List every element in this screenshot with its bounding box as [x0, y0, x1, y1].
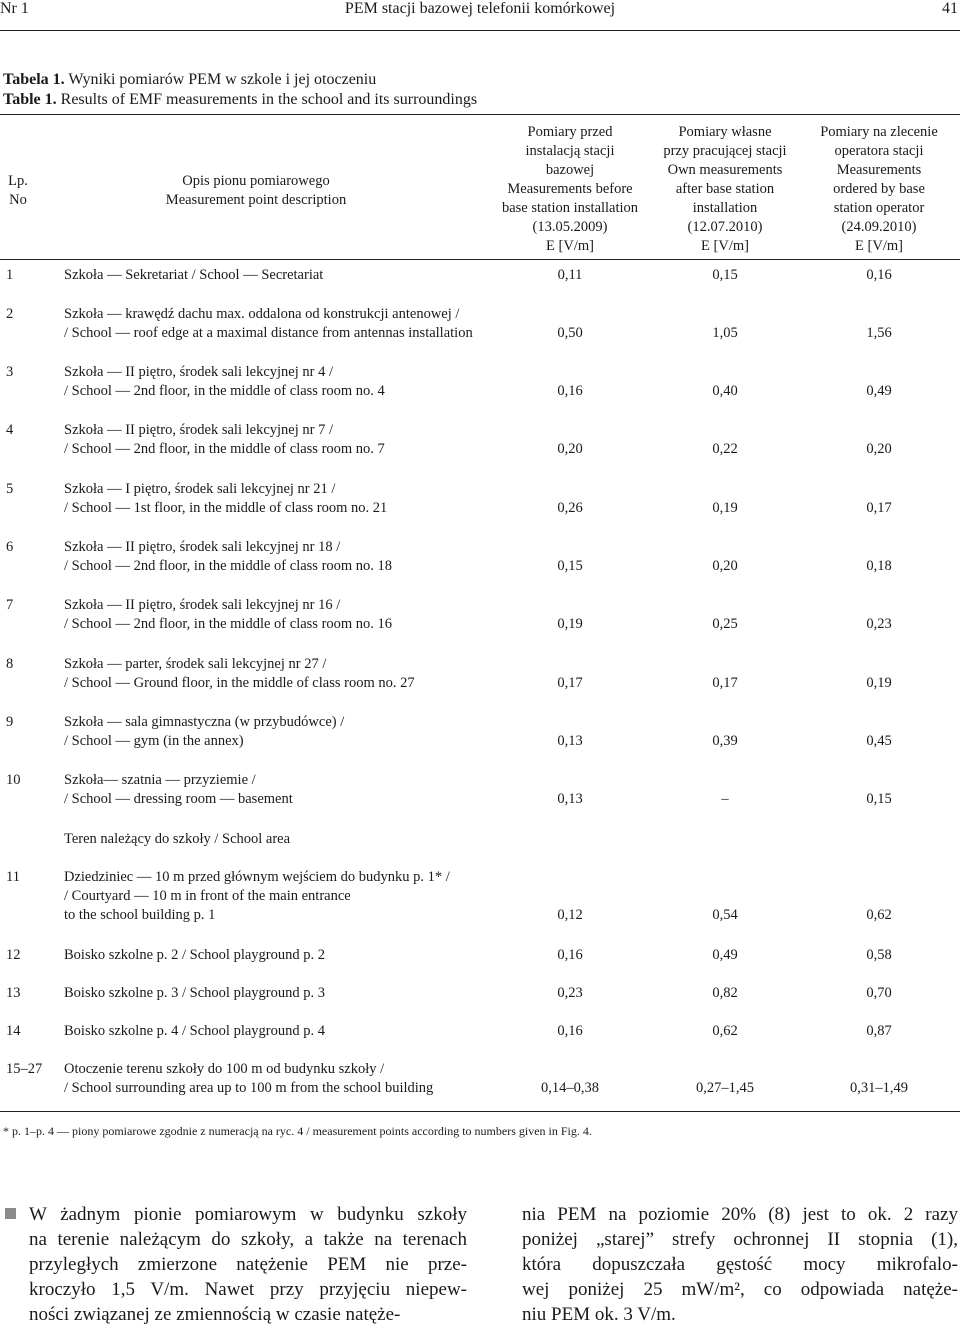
- row-value-2: 0,19: [712, 500, 738, 516]
- description-line: Boisko szkolne p. 3 / School playground p. 3: [64, 985, 325, 1001]
- description-line: Szkoła — II piętro, środek sali lekcyjnej nr 18 /: [64, 539, 341, 555]
- row-description: [64, 830, 534, 849]
- body-text-line: nia PEM na poziomie 20% (8) jest to ok. 2 razy: [522, 1204, 958, 1225]
- row-description: [64, 305, 534, 343]
- row-description: [64, 538, 534, 576]
- row-number: 7: [6, 597, 14, 613]
- row-value-2: 0,62: [712, 1023, 738, 1039]
- column-header-line: installation: [692, 200, 758, 216]
- row-value-1: 0,16: [557, 1023, 583, 1039]
- row-number: 8: [6, 656, 14, 672]
- square-bullet-icon: [5, 1208, 16, 1219]
- body-text-line: kroczyło 1,5 V/m. Nawet przy przyjęciu niepew-: [29, 1279, 467, 1300]
- column-header-line: bazowej: [545, 162, 595, 178]
- row-value-2: 0,17: [712, 675, 738, 691]
- running-title: PEM stacji bazowej telefonii komórkowej: [344, 0, 616, 17]
- row-value-3: 0,62: [866, 907, 892, 923]
- journal-issue: Nr 1: [0, 0, 29, 17]
- column-header-line: Measurements before: [507, 181, 633, 197]
- description-line: Szkoła— szatnia — przyziemie /: [64, 772, 256, 788]
- row-number: 11: [6, 869, 20, 885]
- column-header-line: (12.07.2010): [687, 219, 763, 235]
- caption-label-pl: Tabela 1.: [3, 71, 65, 88]
- column-header-line: after base station: [675, 181, 775, 197]
- column-header-line: (24.09.2010): [841, 219, 917, 235]
- row-number: 6: [6, 539, 14, 555]
- description-line: / School — gym (in the annex): [64, 733, 244, 749]
- row-description: [64, 713, 534, 751]
- row-value-2: 0,40: [712, 383, 738, 399]
- row-value-1: 0,16: [557, 947, 583, 963]
- body-text-line: na terenie należącym do szkoły, a także na terenach: [29, 1229, 467, 1250]
- column-header-line: (13.05.2009): [532, 219, 608, 235]
- row-value-3: 1,56: [866, 325, 892, 341]
- table-top-rule: [0, 114, 960, 115]
- row-value-1: 0,50: [557, 325, 583, 341]
- table-footnote: * p. 1–p. 4 — piony pomiarowe zgodnie z numeracją na ryc. 4 / measurement points according to numbers given in Fig. 4.: [3, 1124, 592, 1138]
- description-line: Szkoła — II piętro, środek sali lekcyjnej nr 4 /: [64, 364, 333, 380]
- row-description: [64, 596, 534, 634]
- column-header-line: Own measurements: [667, 162, 783, 178]
- column-header-line: station operator: [833, 200, 925, 216]
- body-text-left-column: [29, 1202, 467, 1327]
- table-caption-pl: [3, 70, 376, 90]
- row-value-1: 0,14–0,38: [541, 1080, 599, 1096]
- row-description: [64, 655, 534, 693]
- row-value-1: 0,17: [557, 675, 583, 691]
- description-line: / School — dressing room — basement: [64, 791, 293, 807]
- running-header: [0, 0, 960, 22]
- description-line: / School surrounding area up to 100 m from the school building: [64, 1080, 434, 1096]
- description-line: Boisko szkolne p. 2 / School playground p. 2: [64, 947, 325, 963]
- row-number: 4: [6, 422, 14, 438]
- row-value-2: 0,22: [712, 441, 738, 457]
- column-header-line: Pomiary własne: [678, 124, 772, 140]
- body-text-line: która dopuszczała gęstość mocy mikrofalo-: [522, 1254, 958, 1275]
- row-number: 10: [6, 772, 21, 788]
- table-caption-en: [3, 90, 477, 110]
- description-line: Teren należący do szkoły / School area: [64, 831, 291, 847]
- body-text-right-column: [522, 1202, 958, 1327]
- row-value-3: 0,15: [866, 791, 892, 807]
- row-description: [64, 946, 534, 965]
- header-rule: [0, 30, 960, 31]
- column-header-4: [794, 123, 960, 256]
- row-description: [64, 421, 534, 459]
- body-text-line: W żadnym pionie pomiarowym w budynku szkoły: [29, 1204, 467, 1225]
- description-line: / School — 2nd floor, in the middle of class room no. 18: [64, 558, 393, 574]
- row-description: [64, 363, 534, 401]
- column-header-line: E [V/m]: [701, 238, 749, 254]
- row-value-2: 0,20: [712, 558, 738, 574]
- column-header-line: E [V/m]: [855, 238, 903, 254]
- description-line: / School — 2nd floor, in the middle of class room no. 4: [64, 383, 385, 399]
- column-header-line: Opis pionu pomiarowego: [182, 173, 330, 189]
- caption-text-en: Results of EMF measurements in the school and its surroundings: [56, 91, 478, 108]
- row-number: 3: [6, 364, 14, 380]
- row-value-2: 0,82: [712, 985, 738, 1001]
- row-value-3: 0,87: [866, 1023, 892, 1039]
- caption-text-pl: Wyniki pomiarów PEM w szkole i jej otoczeniu: [64, 71, 377, 88]
- column-header-line: ordered by base: [833, 181, 925, 197]
- column-header-line: Measurements: [836, 162, 922, 178]
- row-value-3: 0,31–1,49: [850, 1080, 908, 1096]
- description-line: / School — 2nd floor, in the middle of class room no. 7: [64, 441, 385, 457]
- column-header-line: Pomiary przed: [527, 124, 613, 140]
- column-header-2: [485, 123, 655, 256]
- description-line: Szkoła — parter, środek sali lekcyjnej nr 27 /: [64, 656, 327, 672]
- row-number: 15–27: [6, 1061, 43, 1077]
- description-line: to the school building p. 1: [64, 907, 216, 923]
- description-line: / School — roof edge at a maximal distance from antennas installation: [64, 325, 473, 341]
- row-value-1: 0,23: [557, 985, 583, 1001]
- row-description: [64, 984, 534, 1003]
- column-header-line: base station installation: [501, 200, 639, 216]
- column-header-0: [0, 172, 48, 210]
- table-bottom-rule: [0, 1111, 960, 1112]
- row-value-1: 0,26: [557, 500, 583, 516]
- row-value-1: 0,12: [557, 907, 583, 923]
- row-value-1: 0,20: [557, 441, 583, 457]
- row-value-1: 0,16: [557, 383, 583, 399]
- row-value-2: –: [721, 791, 729, 807]
- column-header-line: przy pracującej stacji: [663, 143, 787, 159]
- description-line: Szkoła — Sekretariat / School — Secretariat: [64, 267, 324, 283]
- description-line: / Courtyard — 10 m in front of the main entrance: [64, 888, 351, 904]
- row-value-1: 0,13: [557, 791, 583, 807]
- row-description: [64, 1022, 534, 1041]
- column-header-3: [640, 123, 810, 256]
- row-description: [64, 868, 534, 925]
- row-value-3: 0,16: [866, 267, 892, 283]
- caption-label-en: Table 1.: [3, 91, 57, 108]
- description-line: Szkoła — II piętro, środek sali lekcyjnej nr 7 /: [64, 422, 333, 438]
- row-number: 9: [6, 714, 14, 730]
- row-value-3: 0,20: [866, 441, 892, 457]
- row-value-1: 0,19: [557, 616, 583, 632]
- description-line: / School — 2nd floor, in the middle of class room no. 16: [64, 616, 393, 632]
- page-number: 41: [942, 0, 958, 17]
- row-value-3: 0,45: [866, 733, 892, 749]
- row-value-1: 0,15: [557, 558, 583, 574]
- row-value-3: 0,23: [866, 616, 892, 632]
- row-value-2: 0,27–1,45: [696, 1080, 754, 1096]
- row-number: 1: [6, 267, 14, 283]
- column-header-line: Measurement point description: [165, 192, 347, 208]
- body-text-line: niu PEM ok. 3 V/m.: [522, 1304, 676, 1325]
- description-line: Szkoła — I piętro, środek sali lekcyjnej nr 21 /: [64, 481, 336, 497]
- row-value-1: 0,13: [557, 733, 583, 749]
- table-header-rule: [0, 259, 960, 260]
- body-text-line: wej poniżej 25 mW/m², co odpowiada natęże-: [522, 1279, 958, 1300]
- row-value-2: 0,54: [712, 907, 738, 923]
- row-value-2: 0,15: [712, 267, 738, 283]
- column-header-1: [96, 172, 416, 210]
- description-line: Szkoła — sala gimnastyczna (w przybudówce) /: [64, 714, 345, 730]
- column-header-line: Pomiary na zlecenie: [820, 124, 938, 140]
- row-description: [64, 480, 534, 518]
- row-value-2: 0,39: [712, 733, 738, 749]
- row-value-3: 0,58: [866, 947, 892, 963]
- description-line: Szkoła — II piętro, środek sali lekcyjnej nr 16 /: [64, 597, 341, 613]
- row-number: 13: [6, 985, 21, 1001]
- row-value-3: 0,49: [866, 383, 892, 399]
- row-value-2: 0,25: [712, 616, 738, 632]
- row-description: [64, 266, 534, 285]
- row-value-2: 1,05: [712, 325, 738, 341]
- description-line: Szkoła — krawędź dachu max. oddalona od konstrukcji antenowej /: [64, 306, 460, 322]
- column-header-line: E [V/m]: [546, 238, 594, 254]
- column-header-line: No: [9, 192, 27, 208]
- row-description: [64, 1060, 534, 1098]
- row-number: 5: [6, 481, 14, 497]
- row-number: 12: [6, 947, 21, 963]
- row-number: 14: [6, 1023, 21, 1039]
- row-value-2: 0,49: [712, 947, 738, 963]
- row-value-3: 0,70: [866, 985, 892, 1001]
- column-header-line: instalacją stacji: [525, 143, 615, 159]
- description-line: / School — Ground floor, in the middle of class room no. 27: [64, 675, 415, 691]
- description-line: Boisko szkolne p. 4 / School playground p. 4: [64, 1023, 325, 1039]
- row-number: 2: [6, 306, 14, 322]
- row-value-3: 0,18: [866, 558, 892, 574]
- body-text-line: ności związanej ze zmiennością w czasie natęże-: [29, 1304, 401, 1325]
- description-line: Otoczenie terenu szkoły do 100 m od budynku szkoły /: [64, 1061, 385, 1077]
- row-value-3: 0,17: [866, 500, 892, 516]
- row-value-3: 0,19: [866, 675, 892, 691]
- description-line: / School — 1st floor, in the middle of class room no. 21: [64, 500, 388, 516]
- description-line: Dziedziniec — 10 m przed głównym wejściem do budynku p. 1* /: [64, 869, 450, 885]
- body-text-line: przyległych zmierzone natężenie PEM nie prze-: [29, 1254, 467, 1275]
- row-description: [64, 771, 534, 809]
- body-text-line: poniżej „starej” strefy ochronnej II stopnia (1),: [522, 1229, 958, 1250]
- column-header-line: Lp.: [8, 173, 28, 189]
- row-value-1: 0,11: [557, 267, 583, 283]
- column-header-line: operatora stacji: [834, 143, 924, 159]
